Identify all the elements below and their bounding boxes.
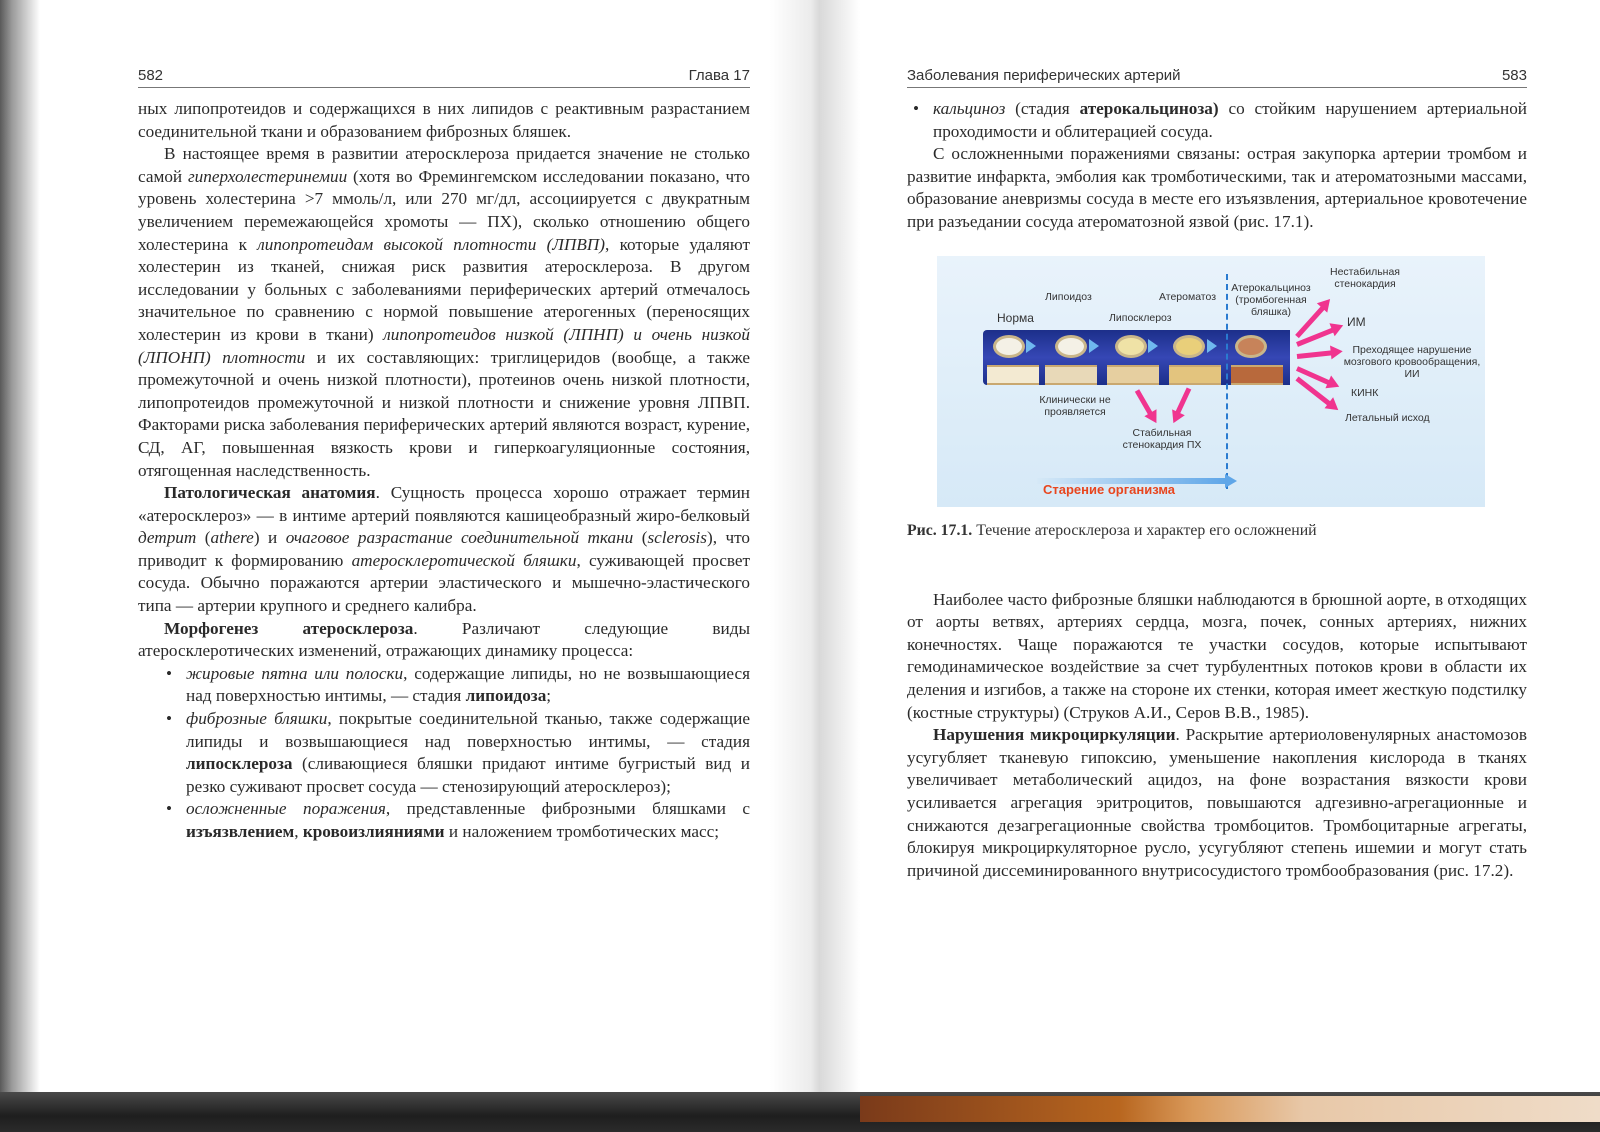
right-body-text-bottom: Наиболее часто фиброзные бляшки наблюдаются в брюшной аорте, в отходящих от аорты ветвях, артериях сердца, мозга, почек, сонных артериях, нижних конечностях. Чаще поражаются те участки сосудов, которые испытывают гемодинамическое воздействие за счет турбулентных потоков крови в области их деления и изгибов, а также на стороне их стенки, которая имеет жесткую подстилку (костные структуры) (Струков А.И., Серов В.В., 1985). Нарушения микроциркуляции. Раскрытие артериоловенулярных анастомозов усугубляет тканевую гипоксию, уменьшение накопления кислорода в тканях увеличивает метаболический ацидоз, на фоне возрастания вязкости крови усиливается агрегация эритроцитов, повышаются адгезивно-агрегационные и снижаются дезагрегационные свойства тромбоцитов. Тромбоцитарные агрегаты, блокируя микроциркуляторное русло, усугубляют степень ишемии и могут стать причиной диссеминированного внутрисосудистого тромбообразования (рис. 17.2).	[907, 589, 1527, 880]
figure-caption	[907, 521, 1527, 541]
left-page-number: 582	[138, 67, 164, 84]
label-stable-angina: Стабильная стенокардия ПХ	[1122, 426, 1202, 451]
stable-arrow-icon	[1175, 387, 1191, 414]
left-page	[138, 58, 750, 844]
label-clinical: Клинически не проявляется	[1039, 393, 1111, 418]
stage-divider	[1226, 274, 1228, 489]
stable-arrow-icon	[1135, 389, 1153, 416]
label-aging: Старение организма	[1043, 481, 1176, 497]
artery-diagram	[983, 330, 1290, 385]
section-norma	[987, 365, 1039, 385]
book-spine	[770, 0, 860, 1100]
progress-arrow-icon	[1207, 339, 1217, 353]
vessel-norma	[993, 335, 1025, 358]
caption-number: Рис. 17.1.	[907, 521, 973, 539]
label-liposkleroz: Липосклероз	[1109, 311, 1172, 324]
section-liposkleroz	[1107, 365, 1159, 385]
label-unstable-angina: Нестабильная стенокардия	[1329, 265, 1400, 290]
section-aterokalcinoz	[1231, 365, 1283, 385]
label-norma: Норма	[997, 310, 1034, 325]
right-body-text-top: • кальциноз (стадия атерокальциноза) со стойким нарушением артериальной проходимости и облитерацией сосуда. С осложненными поражениями связаны: острая закупорка артерии тромбом и развитие инфаркта, эмболия как тромботическими, так и атероматозными массами, образование аневризмы сосуда в месте его изъязвления, артериальное кровотечение при разъедании сосуда атероматозной язвой (рис. 17.1).	[907, 98, 1527, 234]
right-chapter-title: Заболевания периферических артерий	[907, 67, 1181, 84]
figure-atherosclerosis-course	[937, 256, 1485, 507]
progress-arrow-icon	[1148, 339, 1158, 353]
left-body-text: ных липопротеидов и содержащихся в них липидов с реактивным разрастанием соединительной ткани и образованием фиброзных бляшек. В настоящее время в развитии атеросклероза придается значение не столько самой гиперхолестеринемии (хотя во Фремингемском исследовании показано, что уровень холестерина >7 ммоль/л, или 270 мг/дл, ассоциируется с двукратным увеличением перемежающейся хромоты — ПХ), сколько отношению общего холестерина к липопротеидам высокой плотности (ЛПВП), которые удаляют холестерин из тканей, снижая риск развития атеросклероза. В другом исследовании у больных с заболеваниями периферических артерий отмечалось значительное по сравнению с нормой повышение атерогенных (переносящих холестерин из крови в ткани) липопротеидов низкой (ЛПНП) и очень низкой (ЛПОНП) плотности и их составляющих: триглицеридов (вообще, а также промежуточной и очень низкой плотности), протеинов очень низкой плотности, липопротеидов промежуточной и низкой плотности и снижение уровня ЛПВП. Факторами риска заболевания периферических артерий являются возраст, курение, СД, АГ, повышенная вязкость крови и гиперкоагуляционные состояния, отягощенная наследственность. Патологическая анатомия. Сущность процесса хорошо отражает термин «атеросклероз» — в интиме артерий появляются кашицеобразный жиро-белковый детрит (athere) и очаговое разрастание соединительной ткани (sclerosis), что приводит к формированию атеросклеротической бляшки, суживающей просвет сосуда. Обычно поражаются артерии эластического и мышечно-эластического типа — артерии крупного и среднего калибра. Морфогенез атеросклероза. Различают следующие виды атеросклеротических изменений, отражающих динамику процесса: • жировые пятна или полоски, содержащие липиды, но не возвышающиеся над поверхностью интимы, — стадия липоидоза; • фиброзные бляшки, покрытые соединительной тканью, также содержащие липиды и возвышающиеся над поверхностью интимы, — стадия липосклероза (сливающиеся бляшки придают интиме бугристый вид и резко суживают просвет сосуда — стенозирующий атеросклероз); • осложненные поражения, представленные фиброзными бляшками с изъязвлением, кровоизлияниями и наложением тромботических масс;	[138, 98, 750, 844]
right-page	[907, 58, 1527, 882]
label-lipoidoz: Липоидоз	[1045, 290, 1092, 303]
label-aterokalcinoz: Атерокальциноз (тромбогенная бляшка)	[1231, 281, 1311, 318]
vessel-aterokalcinoz	[1235, 335, 1267, 358]
label-mi: ИМ	[1347, 314, 1366, 329]
aging-arrow-icon	[1225, 474, 1237, 488]
left-edge-shadow	[0, 0, 40, 1100]
vessel-lipoidoz	[1055, 335, 1087, 358]
vessel-liposkleroz	[1115, 335, 1147, 358]
book-cover-edge	[860, 1096, 1600, 1122]
right-running-head	[907, 58, 1527, 88]
left-running-head	[138, 58, 750, 88]
section-ateromatoz	[1169, 365, 1221, 385]
progress-arrow-icon	[1089, 339, 1099, 353]
vessel-ateromatoz	[1173, 335, 1205, 358]
section-lipoidoz	[1045, 365, 1097, 385]
label-lethal: Летальный исход	[1345, 411, 1430, 424]
caption-text: Течение атеросклероза и характер его осложнений	[972, 521, 1317, 539]
label-ateromatoz: Атероматоз	[1159, 290, 1217, 303]
complication-arrow-icon	[1297, 350, 1333, 359]
progress-arrow-icon	[1026, 339, 1036, 353]
label-kink: КИНК	[1351, 386, 1379, 399]
label-tia: Преходящее нарушение мозгового кровообращения, ИИ	[1343, 343, 1481, 380]
left-chapter-title: Глава 17	[688, 67, 750, 84]
right-page-number: 583	[1501, 67, 1527, 84]
